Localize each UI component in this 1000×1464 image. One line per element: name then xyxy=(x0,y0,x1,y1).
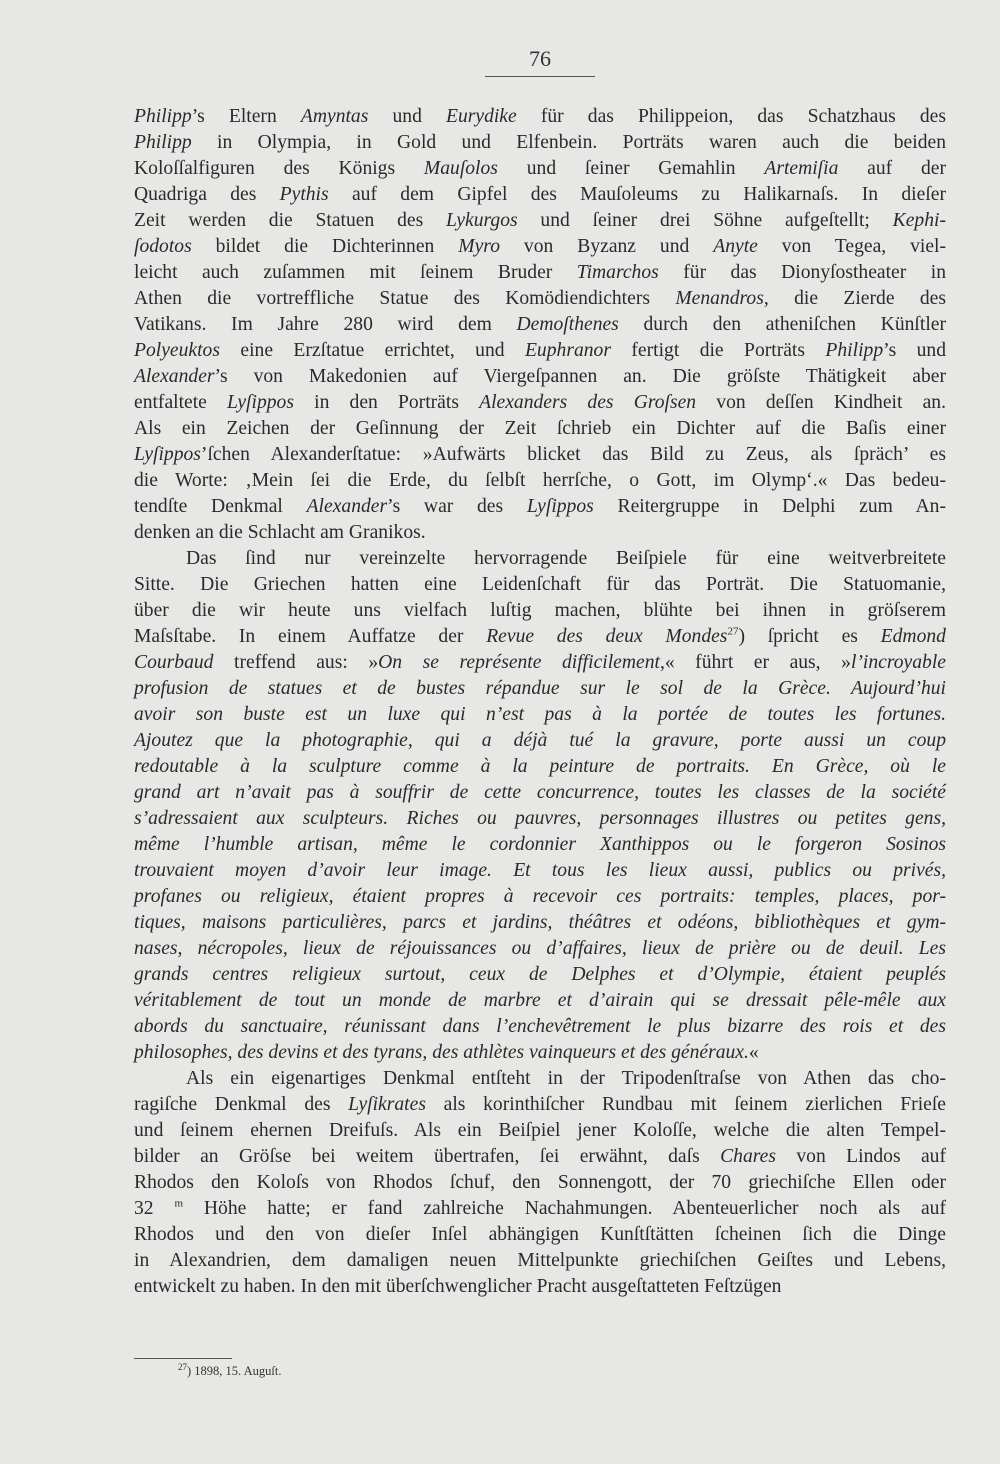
text-segment: entwickelt zu haben. In den mit überſchwenglicher Pracht ausgeſtatteten Feſtzügen xyxy=(134,1276,782,1297)
text-line xyxy=(134,832,946,858)
text-line xyxy=(134,182,946,208)
footnote xyxy=(178,1361,282,1379)
italic-segment: Eurydike xyxy=(445,106,517,127)
text-segment: als korinthiſcher Rundbau mit ſeinem zierlichen Frieſe xyxy=(425,1094,946,1115)
paragraph xyxy=(134,1066,946,1300)
text-line xyxy=(134,338,946,364)
text-segment: in den Porträts xyxy=(293,392,480,413)
text-line xyxy=(134,156,946,182)
text-line xyxy=(134,572,946,598)
text-segment: bildet die Dichterinnen xyxy=(191,236,459,257)
italic-segment: Revue des deux Mondes xyxy=(486,626,728,647)
text-segment: für das Dionyſostheater in xyxy=(658,262,946,283)
italic-segment: tiques, maisons particulières, parcs et jardins, théâtres et odéons, bibliothèques et gym- xyxy=(134,912,946,933)
text-line xyxy=(134,1274,946,1300)
italic-segment: Euphranor xyxy=(524,340,611,361)
text-segment: ’ſchen Alexanderſtatue: »Aufwärts blicket das Bild zu Zeus, als ſpräch’ es xyxy=(200,444,946,465)
text-line xyxy=(134,754,946,780)
italic-segment: On se représente difficilement xyxy=(378,652,660,673)
italic-segment: Amyntas xyxy=(300,106,369,127)
italic-segment: Lykurgos xyxy=(446,210,518,231)
text-segment: Sitte. Die Griechen hatten eine Leidenſchaft für das Porträt. Die Statuomanie, xyxy=(134,574,946,595)
italic-segment: philosophes, des devins et des tyrans, des athlètes vainqueurs et des généraux. xyxy=(134,1042,749,1063)
text-segment: ’s war des xyxy=(387,496,527,517)
text-line xyxy=(134,494,946,520)
text-segment: ragiſche Denkmal des xyxy=(134,1094,349,1115)
text-line xyxy=(134,1248,946,1274)
italic-segment: Anyte xyxy=(713,236,758,257)
page-number: 76 xyxy=(529,46,551,71)
text-line xyxy=(134,962,946,988)
text-line xyxy=(134,234,946,260)
text-line xyxy=(134,390,946,416)
superscript: 27 xyxy=(727,625,739,638)
text-line xyxy=(134,702,946,728)
text-segment: ’s Eltern xyxy=(191,106,301,127)
text-segment: Quadriga des xyxy=(134,184,280,205)
italic-segment: Alexander xyxy=(134,366,215,387)
italic-segment: Mauſolos xyxy=(423,158,498,179)
italic-segment: grand art n’avait pas à souffrir de cette concurrence, toutes les classes de la société xyxy=(134,782,946,803)
text-line xyxy=(134,442,946,468)
text-segment: Koloſſalfiguren des Königs xyxy=(134,158,424,179)
page-number-rule xyxy=(485,76,595,77)
text-segment: , die Zierde des xyxy=(763,288,946,309)
text-segment: denken an die Schlacht am Granikos. xyxy=(134,522,426,543)
text-line xyxy=(134,1222,946,1248)
text-segment: Maſsſtabe. In einem Auffatze der xyxy=(134,626,487,647)
italic-segment: Myro xyxy=(458,236,500,257)
text-segment: für das Philippeion, das Schatzhaus des xyxy=(516,106,946,127)
text-segment: in Olympia, in Gold und Elfenbein. Porträts waren auch die beiden xyxy=(191,132,946,153)
text-line xyxy=(134,910,946,936)
italic-segment: Lyſikrates xyxy=(348,1094,426,1115)
text-segment: ,« führt er aus, » xyxy=(659,652,851,673)
text-segment: und ſeiner Gemahlin xyxy=(497,158,765,179)
italic-segment: nases, nécropoles, lieux de réjouissances ou d’affaires, lieux de prière ou de deuil. Les xyxy=(134,938,946,959)
text-segment: von Lindos auf xyxy=(775,1146,946,1167)
italic-segment: Philipp xyxy=(825,340,884,361)
text-segment: in Alexandrien, dem damaligen neuen Mittelpunkte griechiſchen Geiſtes und Lebens, xyxy=(134,1250,946,1271)
text-segment: tendſte Denkmal xyxy=(134,496,307,517)
italic-segment: redoutable à la sculpture comme à la peinture de portraits. En Grèce, où le xyxy=(134,756,946,777)
text-segment: 32 xyxy=(134,1198,175,1219)
italic-segment: Edmond xyxy=(880,626,946,647)
text-line xyxy=(134,1066,946,1092)
italic-segment: profanes ou religieux, étaient propres à recevoir ces portraits: temples, places, por- xyxy=(134,886,946,907)
text-line xyxy=(134,806,946,832)
text-segment: die Worte: ‚Mein ſei die Erde, du ſelbſt herrſche, o Gott, im Olymp‘.« Das bedeu- xyxy=(134,470,946,491)
text-line xyxy=(134,780,946,806)
italic-segment: Philipp xyxy=(134,106,192,127)
text-segment: über die wir heute uns vielfach luſtig machen, blühte bei ihnen in gröſserem xyxy=(134,600,946,621)
text-segment: Rhodos den Koloſs von Rhodos ſchuf, den Sonnengott, der 70 griechiſche Ellen oder xyxy=(134,1172,946,1193)
italic-segment: véritablement de tout un monde de marbre et d’airain qui se dressait pêle-mêle aux xyxy=(134,990,946,1011)
italic-segment: Polyeuktos xyxy=(134,340,220,361)
footnote-text: ) 1898, 15. Auguſt. xyxy=(187,1364,282,1378)
text-segment: Athen die vortreffliche Statue des Komödiendichters xyxy=(134,288,676,309)
text-line xyxy=(134,676,946,702)
text-line xyxy=(134,208,946,234)
body-text xyxy=(134,104,946,1300)
superscript: m xyxy=(174,1197,184,1210)
text-line xyxy=(134,286,946,312)
text-line xyxy=(134,260,946,286)
italic-segment: grands centres religieux surtout, ceux de Delphes et d’Olympie, étaient peuplés xyxy=(134,964,946,985)
text-segment: ) ſpricht es xyxy=(738,626,881,647)
text-segment: und ſeinem ehernen Dreifuſs. Als ein Beiſpiel jener Koloſſe, welche die alten Tempel- xyxy=(134,1120,946,1141)
footnote-marker: 27 xyxy=(178,1361,187,1372)
text-segment: Reitergruppe in Delphi zum An- xyxy=(593,496,947,517)
italic-segment: Alexander xyxy=(306,496,388,517)
italic-segment: ſodotos xyxy=(134,236,192,257)
text-segment: fertigt die Porträts xyxy=(610,340,826,361)
text-segment: von deſſen Kindheit an. xyxy=(696,392,946,413)
text-segment: Vatikans. Im Jahre 280 wird dem xyxy=(134,314,517,335)
text-segment: bilder an Gröſse bei weitem übertrafen, ſei erwähnt, daſs xyxy=(134,1146,721,1167)
text-segment: leicht auch zuſammen mit ſeinem Bruder xyxy=(134,262,577,283)
text-segment: Rhodos und den von dieſer Inſel abhängigen Kunſtſtätten ſcheinen ſich die Dinge xyxy=(134,1224,946,1245)
paragraph xyxy=(134,104,946,546)
text-line xyxy=(134,130,946,156)
text-segment: Höhe hatte; er fand zahlreiche Nachahmungen. Abenteuerlicher noch als auf xyxy=(183,1198,946,1219)
text-segment: und ſeiner drei Söhne aufgeſtellt; xyxy=(517,210,893,231)
text-line xyxy=(134,364,946,390)
text-line xyxy=(134,520,946,546)
text-line xyxy=(134,416,946,442)
text-line xyxy=(134,1092,946,1118)
text-segment: eine Erzſtatue errichtet, und xyxy=(219,340,525,361)
text-line xyxy=(134,546,946,572)
italic-segment: Timarchos xyxy=(576,262,659,283)
text-segment: Als ein Zeichen der Geſinnung der Zeit ſchrieb ein Dichter auf die Baſis einer xyxy=(134,418,946,439)
text-segment: Als ein eigenartiges Denkmal entſteht in der Tripodenſtraſse von Athen das cho- xyxy=(186,1068,946,1089)
text-line xyxy=(134,988,946,1014)
text-segment: Das ſind nur vereinzelte hervorragende Beiſpiele für eine weitverbreitete xyxy=(186,548,946,569)
text-line xyxy=(134,1196,946,1222)
text-segment: treffend aus: » xyxy=(213,652,379,673)
text-line xyxy=(134,1014,946,1040)
text-line xyxy=(134,1040,946,1066)
text-line xyxy=(134,1170,946,1196)
text-segment: auf dem Gipfel des Mauſoleums zu Halikarnaſs. In dieſer xyxy=(328,184,946,205)
italic-segment: Ajoutez que la photographie, qui a déjà tué la gravure, porte aussi un coup xyxy=(134,730,946,751)
italic-segment: Kephi- xyxy=(892,210,946,231)
italic-segment: Menandros xyxy=(675,288,764,309)
italic-segment: trouvaient moyen d’avoir leur image. Et tous les lieux aussi, publics ou privés, xyxy=(134,860,946,881)
italic-segment: Philipp xyxy=(134,132,192,153)
text-line xyxy=(134,468,946,494)
italic-segment: même l’humble artisan, même le cordonnier Xanthippos ou le forgeron Sosinos xyxy=(134,834,946,855)
italic-segment: Artemiſia xyxy=(764,158,839,179)
italic-segment: Alexanders des Groſsen xyxy=(479,392,697,413)
italic-segment: Pythis xyxy=(279,184,329,205)
text-segment: ’s und xyxy=(883,340,947,361)
italic-segment: l’incroyable xyxy=(850,652,946,673)
italic-segment: Lyſippos xyxy=(227,392,294,413)
text-line xyxy=(134,936,946,962)
text-line xyxy=(134,884,946,910)
italic-segment: s’adressaient aux sculpteurs. Riches ou pauvres, personnages illustres ou petites gens, xyxy=(134,808,946,829)
italic-segment: Lyſippos xyxy=(526,496,594,517)
text-segment: auf der xyxy=(838,158,946,179)
text-line xyxy=(134,1144,946,1170)
text-line xyxy=(134,1118,946,1144)
text-line xyxy=(134,312,946,338)
italic-segment: abords du sanctuaire, réunissant dans l’enchevêtrement le plus bizarre des rois et des xyxy=(134,1016,946,1037)
text-segment: ’s von Makedonien auf Viergeſpannen an. Die gröſste Thätigkeit aber xyxy=(214,366,946,387)
text-segment: von Byzanz und xyxy=(500,236,714,257)
italic-segment: profusion de statues et de bustes répandue sur le sol de la Grèce. Aujourd’hui xyxy=(134,678,946,699)
text-line xyxy=(134,624,946,650)
italic-segment: Lyſippos xyxy=(134,444,201,465)
text-line xyxy=(134,728,946,754)
text-segment: entfaltete xyxy=(134,392,228,413)
italic-segment: Chares xyxy=(720,1146,776,1167)
text-line xyxy=(134,104,946,130)
text-line xyxy=(134,598,946,624)
text-segment: Zeit werden die Statuen des xyxy=(134,210,446,231)
text-segment: von Tegea, viel- xyxy=(757,236,946,257)
italic-segment: avoir son buste est un luxe qui n’est pas à la portée de toutes les fortunes. xyxy=(134,704,946,725)
italic-segment: Demoſthenes xyxy=(516,314,619,335)
italic-segment: Courbaud xyxy=(134,652,214,673)
text-segment: durch den atheniſchen Künſtler xyxy=(618,314,946,335)
footnote-rule xyxy=(134,1358,232,1359)
text-line xyxy=(134,650,946,676)
text-line xyxy=(134,858,946,884)
text-segment: « xyxy=(748,1042,759,1063)
paragraph xyxy=(134,546,946,1066)
text-segment: und xyxy=(368,106,446,127)
